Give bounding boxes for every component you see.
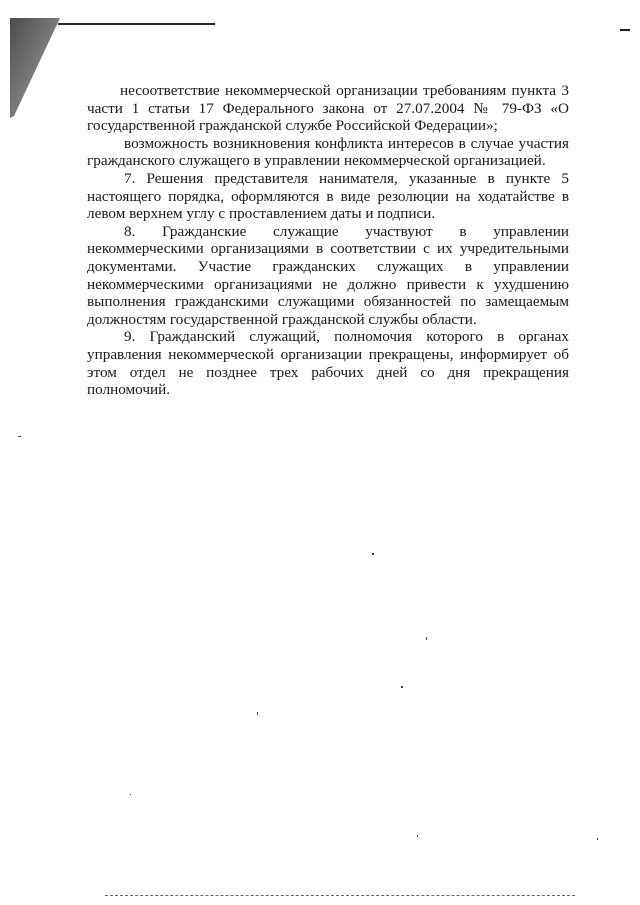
scan-shadow-corner (10, 18, 70, 118)
paragraph: 7. Решения представителя нанимателя, указанные в пункте 5 настоящего порядка, оформляются в виде резолюции на ходатайстве в левом верхнем углу с проставлением даты и подписи. (87, 169, 569, 223)
scan-speck (597, 838, 598, 840)
scan-speck (130, 794, 131, 795)
scan-speck (417, 835, 418, 837)
paragraph: 8. Гражданские служащие участвуют в управлении некоммерческими организациями в соответствии с их учредительными документами. Участие гражданских служащих в управлении некоммерческими организациями не должно привести к ухудшению выполнения гражданскими служащими обязанностей по замещаемым должностям государственной гражданской службы области. (87, 222, 569, 328)
scan-mark (620, 29, 630, 31)
scan-bottom-edge (105, 895, 575, 897)
scan-edge-line (58, 23, 215, 25)
paragraph: возможность возникновения конфликта интересов в случае участия гражданского служащего в управлении некоммерческой организацией. (87, 134, 569, 170)
document-body (87, 82, 569, 399)
scan-speck (257, 712, 258, 715)
scan-speck (426, 637, 427, 640)
paragraph: 9. Гражданский служащий, полномочия которого в органах управления некоммерческой организации прекращены, информирует об этом отдел не позднее трех рабочих дней со дня прекращения полномочий. (87, 328, 569, 399)
scan-speck (372, 553, 374, 555)
scan-speck (401, 686, 403, 688)
scan-speck (18, 436, 21, 437)
paragraph: несоответствие некоммерческой организации требованиям пункта 3 части 1 статьи 17 Федерального закона от 27.07.2004 № 79-ФЗ «О государственной гражданской службе Российской Федерации»; (87, 82, 569, 135)
